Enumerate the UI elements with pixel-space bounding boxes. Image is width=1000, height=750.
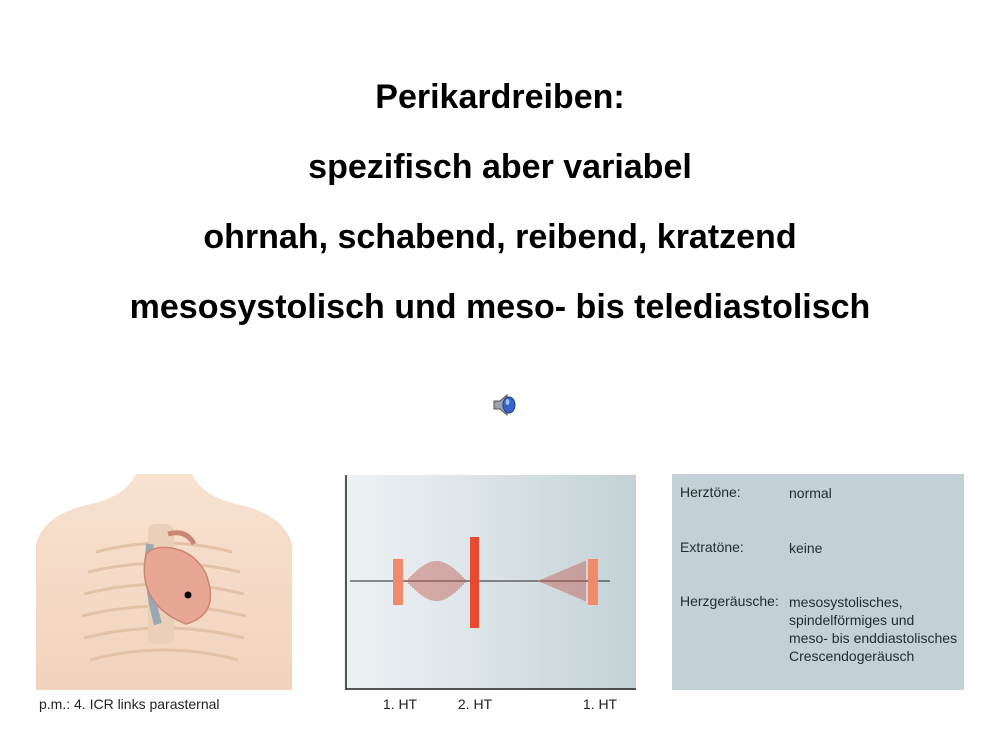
- findings-panel: [672, 474, 964, 690]
- ht-label-3: 1. HT: [582, 696, 618, 712]
- findings-label: Herztöne:: [680, 484, 741, 500]
- chest-anatomy-illustration: [36, 474, 292, 690]
- first-heart-sound-1: [393, 559, 403, 605]
- first-heart-sound-2: [588, 559, 598, 605]
- speaker-icon[interactable]: [491, 392, 521, 418]
- findings-value: normal: [789, 485, 832, 501]
- ht-label-2: 2. HT: [457, 696, 493, 712]
- title-line-2: spezifisch aber variabel: [308, 148, 692, 186]
- title-line-4: mesosystolisch und meso- bis telediastolisch: [129, 288, 871, 326]
- findings-value: keine: [789, 540, 823, 556]
- second-heart-sound: [470, 537, 479, 628]
- findings-label: Extratöne:: [680, 539, 744, 555]
- ht-label-1: 1. HT: [382, 696, 418, 712]
- findings-value: mesosystolisches, spindelförmiges und meso- bis enddiastolisches Crescendogeräusch: [789, 594, 958, 664]
- title-line-1: Perikardreiben:: [375, 78, 625, 116]
- phonocardiogram: [344, 475, 636, 690]
- slide-title: [0, 62, 1000, 342]
- punctum-maximum-caption: p.m.: 4. ICR links parasternal: [39, 696, 220, 712]
- findings-label: Herzgeräusche:: [680, 593, 779, 609]
- title-line-3: ohrnah, schabend, reibend, kratzend: [203, 218, 797, 256]
